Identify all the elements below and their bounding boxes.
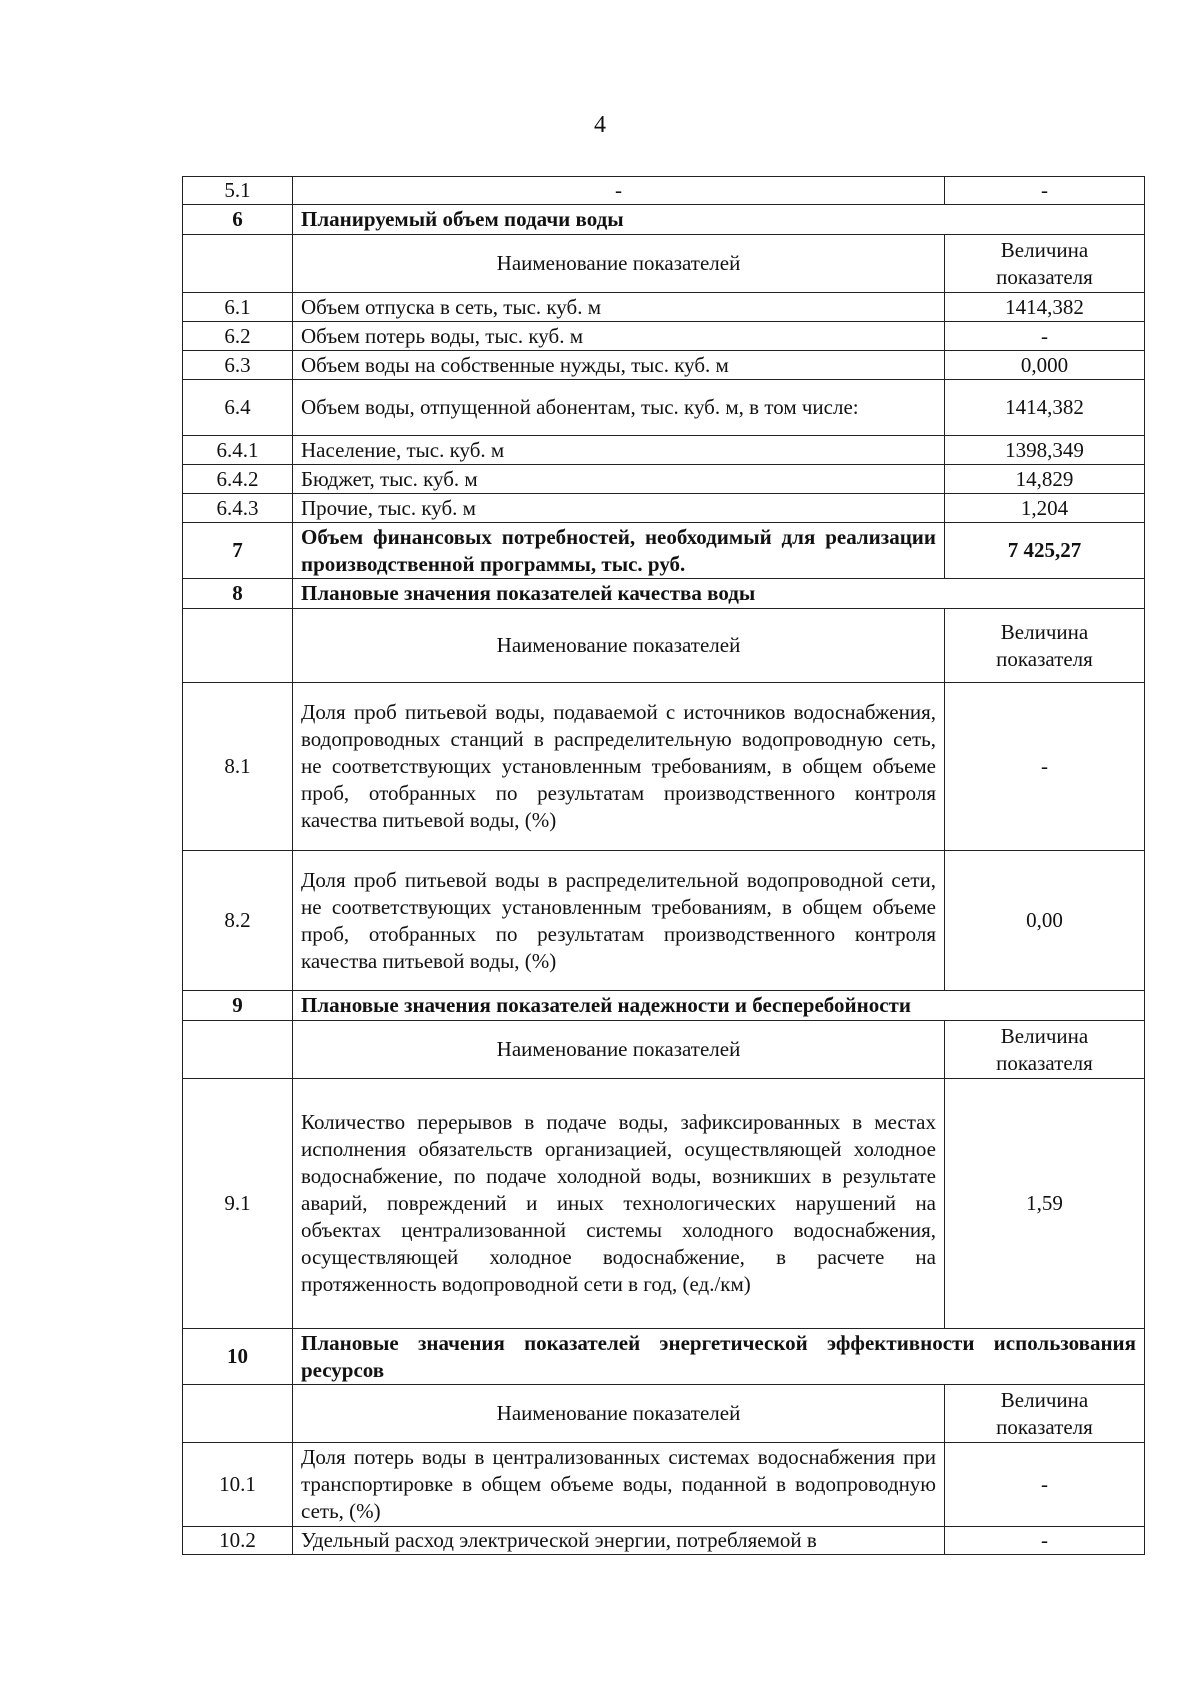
table-row [183,177,1145,205]
empty-number-cell [183,1021,293,1079]
table-row [183,683,1145,851]
empty-number-cell [183,609,293,683]
section-row [183,579,1145,609]
column-header-value: Величина показателя [945,609,1145,683]
row-number: 10.1 [183,1443,293,1527]
section-number: 6 [183,205,293,235]
section-title: Плановые значения показателей надежности и бесперебойности [293,991,1145,1021]
row-number: 6.4.1 [183,436,293,465]
table-row [183,436,1145,465]
indicator-name: Объем потерь воды, тыс. куб. м [293,322,945,351]
table-row [183,322,1145,351]
indicator-value: 1414,382 [945,380,1145,436]
table-row [183,494,1145,523]
header-row [183,1385,1145,1443]
indicator-value: - [945,322,1145,351]
indicator-name: Доля проб питьевой воды в распределительной водопроводной сети, не соответствующих установленным требованиям, в общем объеме проб, отобранных по результатам производственного контроля качества питьевой воды, (%) [293,851,945,991]
indicator-name: Объем воды на собственные нужды, тыс. куб. м [293,351,945,380]
header-row [183,1021,1145,1079]
column-header-value: Величина показателя [945,235,1145,293]
section-row [183,991,1145,1021]
section-row [183,205,1145,235]
row-number: 6.4.3 [183,494,293,523]
indicator-name: Объем отпуска в сеть, тыс. куб. м [293,293,945,322]
row-number: 8.1 [183,683,293,851]
section-title: Плановые значения показателей энергетической эффективности использования ресурсов [293,1329,1145,1385]
indicator-name: Доля потерь воды в централизованных системах водоснабжения при транспортировке в общем объеме воды, поданной в водопроводную сеть, (%) [293,1443,945,1527]
section-title: Плановые значения показателей качества воды [293,579,1145,609]
section-title: Планируемый объем подачи воды [293,205,1145,235]
table-row [183,851,1145,991]
section-row [183,1329,1145,1385]
table-row [183,1527,1145,1555]
row-number: 6.1 [183,293,293,322]
row-number: 5.1 [183,177,293,205]
header-row [183,609,1145,683]
page-number: 4 [594,112,606,138]
indicator-value: 1398,349 [945,436,1145,465]
indicator-name: - [293,177,945,205]
row-number: 6.4 [183,380,293,436]
indicator-name: Прочие, тыс. куб. м [293,494,945,523]
empty-number-cell [183,1385,293,1443]
row-number: 6.2 [183,322,293,351]
table-row [183,523,1145,579]
indicator-value: 0,00 [945,851,1145,991]
column-header-name: Наименование показателей [293,609,945,683]
column-header-value: Величина показателя [945,1385,1145,1443]
column-header-value: Величина показателя [945,1021,1145,1079]
indicators-table-body [183,177,1145,1555]
indicator-value: 1,59 [945,1079,1145,1329]
header-row [183,235,1145,293]
indicator-value: - [945,1527,1145,1555]
row-number: 10.2 [183,1527,293,1555]
empty-number-cell [183,235,293,293]
indicator-name: Бюджет, тыс. куб. м [293,465,945,494]
table-row [183,380,1145,436]
section-number: 9 [183,991,293,1021]
indicator-value: - [945,1443,1145,1527]
table-row [183,465,1145,494]
table-row [183,293,1145,322]
row-number: 9.1 [183,1079,293,1329]
column-header-name: Наименование показателей [293,1021,945,1079]
indicator-name: Доля проб питьевой воды, подаваемой с источников водоснабжения, водопроводных станций в распределительную водопроводную сеть, не соответствующих установленным требованиям, в общем объеме проб, отобранных по результатам производственного контроля качества питьевой воды, (%) [293,683,945,851]
indicator-value: 1414,382 [945,293,1145,322]
indicator-value: 14,829 [945,465,1145,494]
indicator-value: - [945,177,1145,205]
column-header-name: Наименование показателей [293,235,945,293]
indicator-name: Удельный расход электрической энергии, потребляемой в [293,1527,945,1555]
table-row [183,1443,1145,1527]
indicator-name: Объем финансовых потребностей, необходимый для реализации производственной программы, тыс. руб. [293,523,945,579]
row-number: 6.3 [183,351,293,380]
section-number: 8 [183,579,293,609]
section-number: 10 [183,1329,293,1385]
row-number: 8.2 [183,851,293,991]
indicators-table [182,176,1145,1555]
indicator-value: 7 425,27 [945,523,1145,579]
row-number: 6.4.2 [183,465,293,494]
indicator-value: 0,000 [945,351,1145,380]
row-number: 7 [183,523,293,579]
indicator-value: - [945,683,1145,851]
indicator-name: Объем воды, отпущенной абонентам, тыс. куб. м, в том числе: [293,380,945,436]
indicator-value: 1,204 [945,494,1145,523]
table-row [183,351,1145,380]
indicator-name: Население, тыс. куб. м [293,436,945,465]
indicator-name: Количество перерывов в подаче воды, зафиксированных в местах исполнения обязательств организацией, осуществляющей холодное водоснабжение, по подаче холодной воды, возникших в результате аварий, повреждений и иных технологических нарушений на объектах централизованной системы холодного водоснабжения, осуществляющей холодное водоснабжение, в расчете на протяженность водопроводной сети в год, (ед./км) [293,1079,945,1329]
column-header-name: Наименование показателей [293,1385,945,1443]
table-row [183,1079,1145,1329]
